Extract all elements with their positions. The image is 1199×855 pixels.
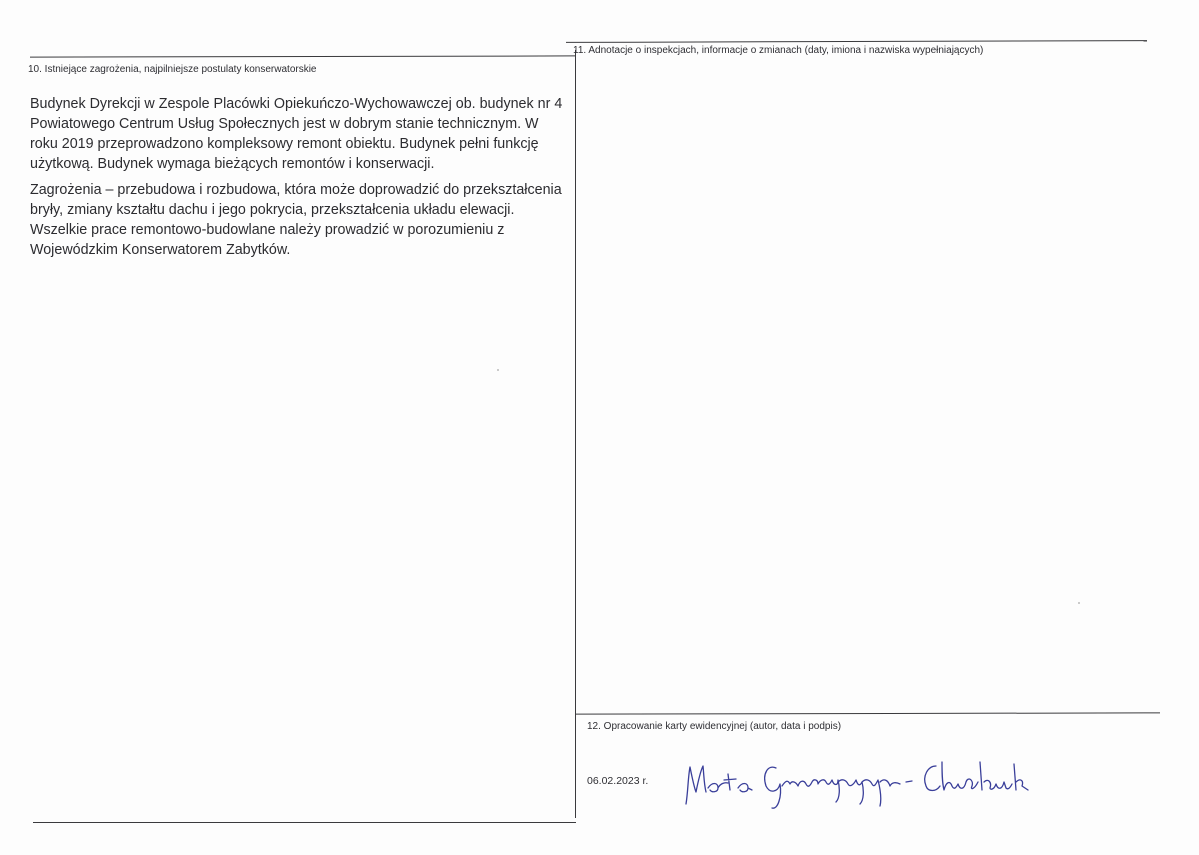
section12-date: 06.02.2023 r.: [587, 775, 649, 787]
center-divider: [575, 50, 576, 818]
section10-label: 10. Istniejące zagrożenia, najpilniejsze postulaty konserwatorskie: [28, 64, 317, 75]
top-rule-right: [566, 40, 1147, 43]
scan-speck: [1078, 602, 1080, 604]
section10-paragraph-2: Zagrożenia – przebudowa i rozbudowa, która może doprowadzić do przekształcenia bryły, zmiany kształtu dachu i jego pokrycia, przekształcenia układu elewacji. Wszelkie prace remontowo-budowlane należy prowadzić w porozumieniu z Wojewódzkim Konserwatorem Zabytków.: [30, 182, 562, 258]
bottom-rule: [33, 822, 576, 823]
section10-paragraph-1: Budynek Dyrekcji w Zespole Placówki Opiekuńczo-Wychowawczej ob. budynek nr 4 Powiatowego Centrum Usług Społecznych jest w dobrym stanie technicznym. W roku 2019 przeprowadzono kompleksowy remont obiektu. Budynek pełni funkcję użytkową. Budynek wymaga bieżących remontów i konserwacji.: [30, 96, 563, 172]
section11-label: 11. Adnotacje o inspekcjach, informacje o zmianach (daty, imiona i nazwiska wypełniających): [573, 45, 984, 56]
top-rule: [30, 55, 575, 57]
signature-drawing: [678, 752, 1038, 812]
handwritten-signature: [678, 752, 1038, 817]
scan-speck: [497, 369, 499, 371]
section10-body: [30, 94, 565, 266]
section12-label: 12. Opracowanie karty ewidencyjnej (autor, data i podpis): [587, 721, 842, 732]
section12-rule: [575, 712, 1160, 714]
